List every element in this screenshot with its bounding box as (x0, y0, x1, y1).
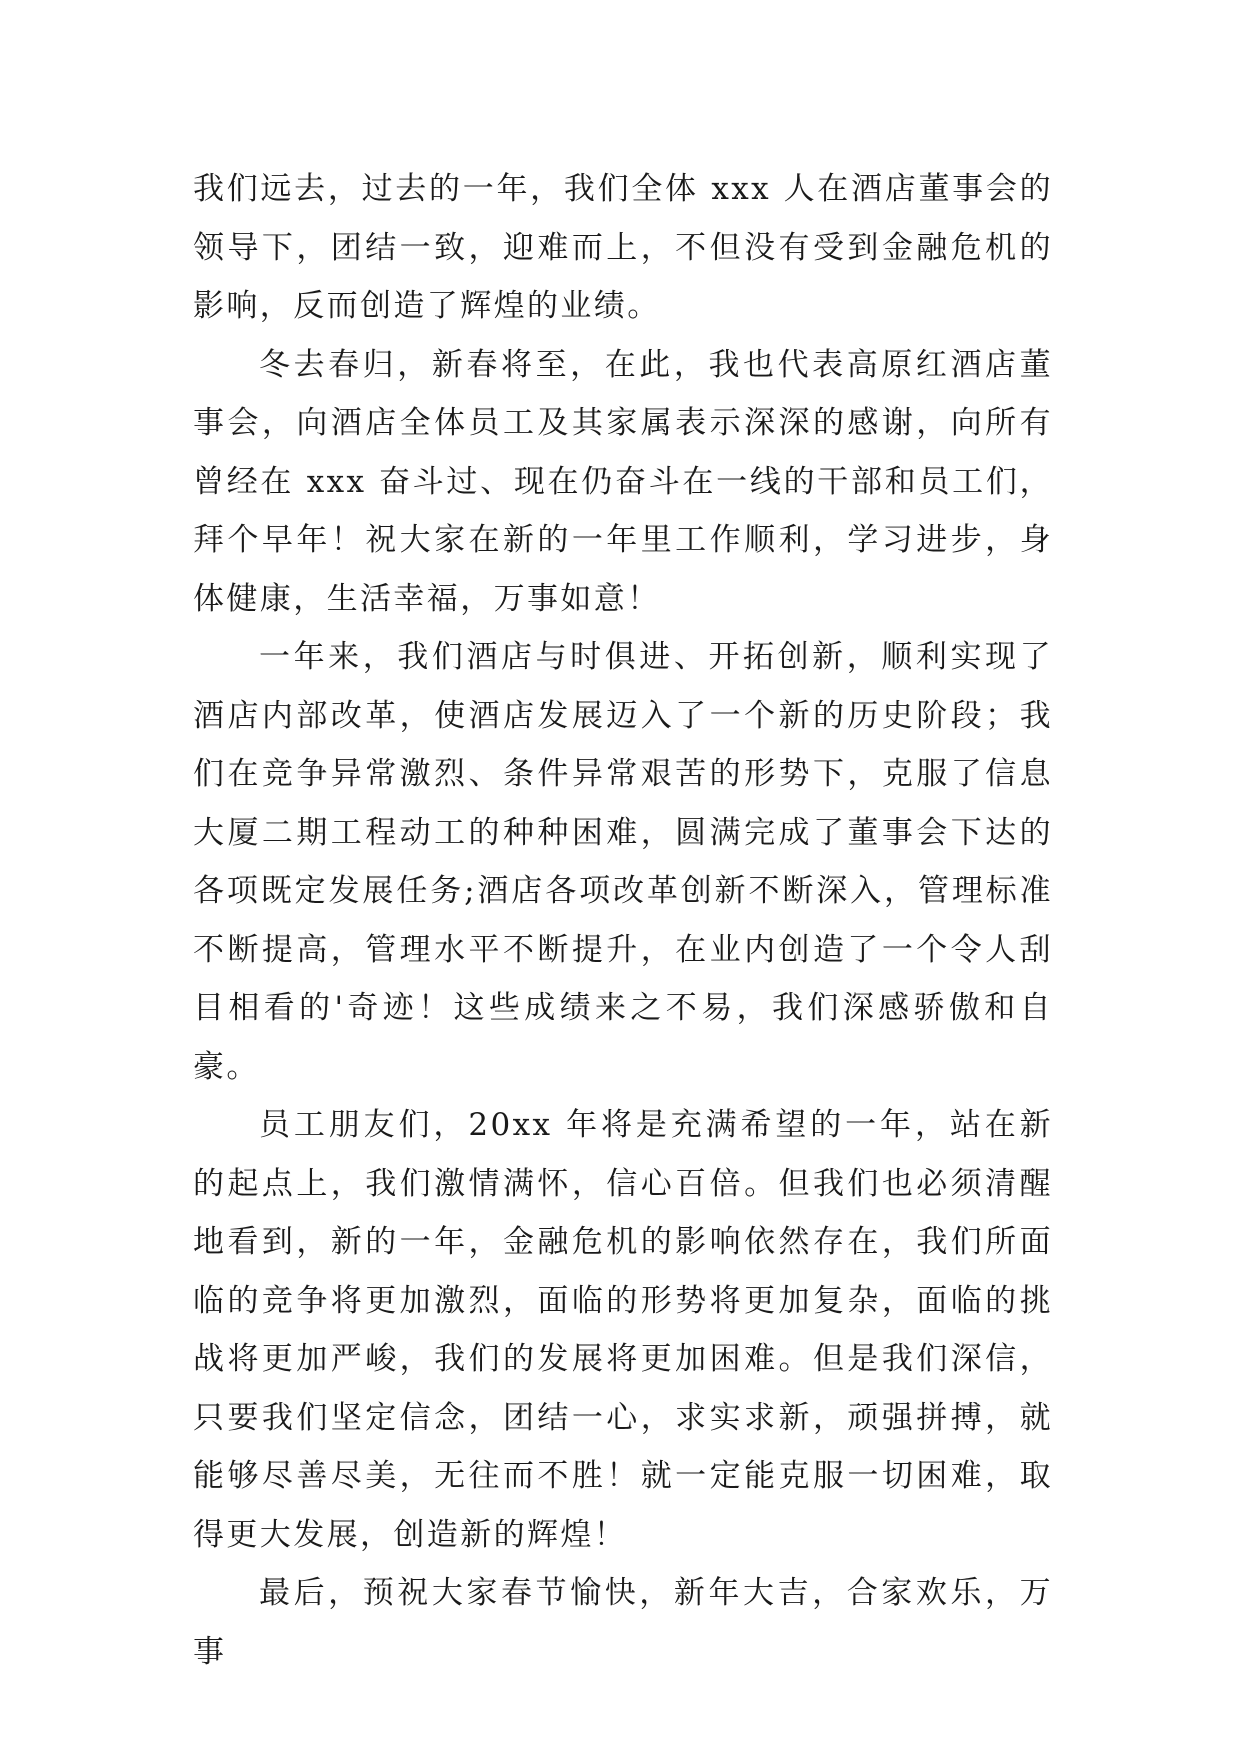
document-body (193, 160, 1053, 1681)
paragraph-4: 员工朋友们，20xx 年将是充满希望的一年，站在新的起点上，我们激情满怀，信心百倍。但我们也必须清醒地看到，新的一年，金融危机的影响依然存在，我们所面临的竞争将更加激烈，面临的形势将更加复杂，面临的挑战将更加严峻，我们的发展将更加困难。但是我们深信，只要我们坚定信念，团结一心，求实求新，顽强拼搏，就能够尽善尽美，无往而不胜！就一定能克服一切困难，取得更大发展，创造新的辉煌！ (193, 1107, 1053, 1553)
paragraph-2: 冬去春归，新春将至，在此，我也代表高原红酒店董事会，向酒店全体员工及其家属表示深深的感谢，向所有曾经在 xxx 奋斗过、现在仍奋斗在一线的干部和员工们，拜个早年！祝大家在新的一年里工作顺利，学习进步，身体健康，生活幸福，万事如意！ (193, 346, 1053, 617)
paragraph-5: 最后，预祝大家春节愉快，新年大吉，合家欢乐，万事 (193, 1575, 1053, 1670)
paragraph-1: 我们远去，过去的一年，我们全体 xxx 人在酒店董事会的领导下，团结一致，迎难而上，不但没有受到金融危机的影响，反而创造了辉煌的业绩。 (193, 171, 1053, 324)
paragraph-3: 一年来，我们酒店与时俱进、开拓创新，顺利实现了酒店内部改革，使酒店发展迈入了一个新的历史阶段；我们在竞争异常激烈、条件异常艰苦的形势下，克服了信息大厦二期工程动工的种种困难，圆满完成了董事会下达的各项既定发展任务;酒店各项改革创新不断深入，管理标准不断提高，管理水平不断提升，在业内创造了一个令人刮目相看的'奇迹！这些成绩来之不易，我们深感骄傲和自豪。 (193, 639, 1053, 1085)
